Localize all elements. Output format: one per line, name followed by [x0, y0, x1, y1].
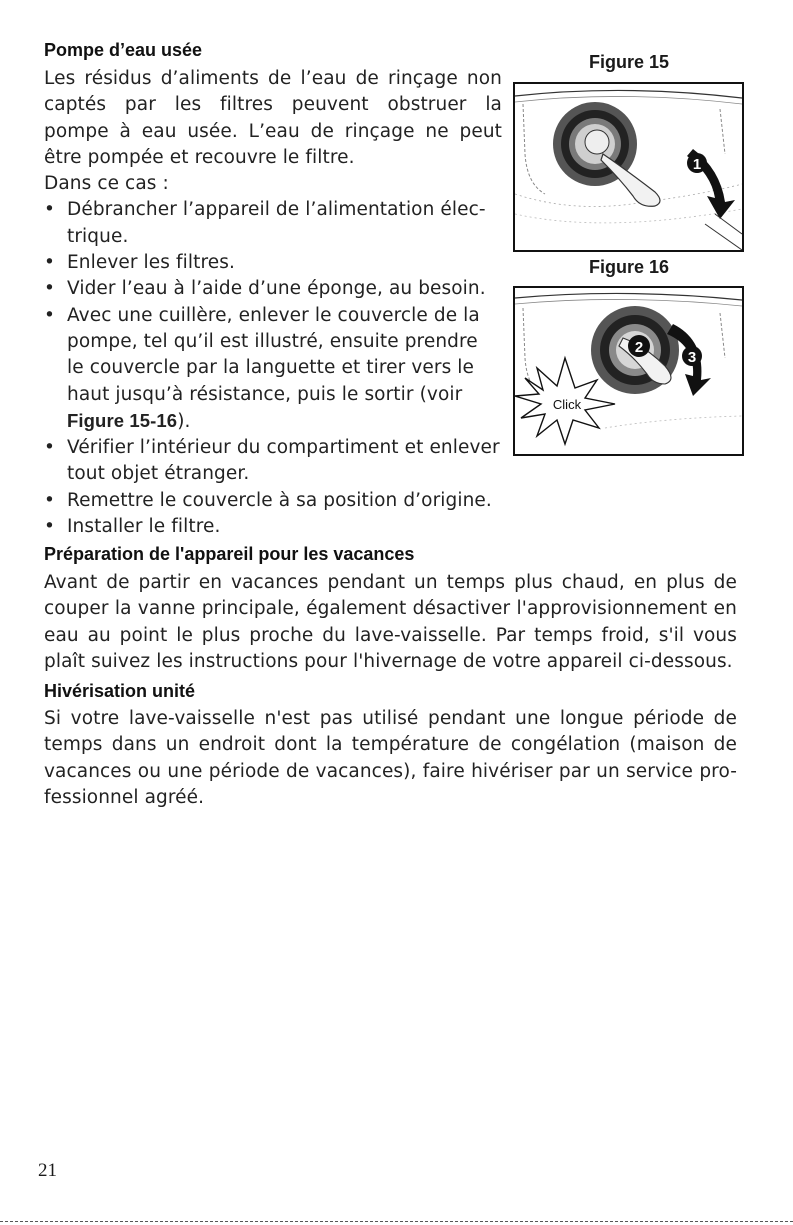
list-item — [44, 435, 502, 488]
intro-line: être pompée et recouvre le filtre. — [44, 146, 355, 168]
list-item — [44, 514, 502, 540]
list-item-text: tout objet étranger. — [67, 463, 250, 485]
paragraph-line: Avant de partir en vacances pendant un temps plus chaud, en plus de — [44, 572, 737, 593]
list-item-text: haut jusqu’à résistance, puis le sortir (voir — [67, 383, 463, 405]
list-item-text: pompe, tel qu’il est illustré, ensuite prendre — [67, 330, 478, 352]
figure-reference: Figure 15-16 — [67, 409, 178, 431]
paragraph-line: vacances ou une période de vacances), faire hivériser par un service pro- — [44, 760, 737, 782]
click-label: Click — [552, 397, 582, 412]
page-bottom-rule — [0, 1221, 793, 1222]
paragraph-line: eau au point le plus proche du lave-vaisselle. Par temps froid, s'il vous — [44, 624, 737, 646]
paragraph-line: temps dans un endroit dont la température de congélation (maison de — [44, 734, 737, 756]
list-item-text: Vérifier l’intérieur du compartiment et enlever — [67, 437, 500, 459]
paragraph-line: plaît suivez les instructions pour l'hivernage de votre appareil ci-dessous. — [44, 650, 733, 672]
step-1-label: 1 — [692, 156, 702, 173]
section-body-vacances — [44, 570, 737, 675]
list-item — [44, 276, 502, 302]
pump-cover-reinstall-diagram — [515, 288, 742, 454]
list-item — [44, 488, 502, 514]
step-3-label: 3 — [687, 349, 697, 366]
bullet-dot: • — [44, 304, 56, 326]
figure-15-caption: Figure 15 — [588, 52, 670, 72]
figure-reference-close: ). — [177, 410, 191, 432]
list-item-text: Installer le filtre. — [67, 516, 221, 538]
list-item — [44, 303, 502, 435]
section-heading-hiverisation: Hivérisation unité — [44, 681, 196, 701]
paragraph-line: Si votre lave-vaisselle n'est pas utilisé pendant une longue période de — [44, 708, 737, 729]
step-2-label: 2 — [634, 339, 644, 356]
dans-ce-cas: Dans ce cas : — [44, 173, 169, 195]
intro-line: captés par les filtres peuvent obstruer la — [44, 94, 502, 116]
section-heading-pompe: Pompe d’eau usée — [44, 40, 203, 60]
list-item-text: Remettre le couvercle à sa position d’origine. — [67, 489, 492, 511]
list-item-text: le couvercle par la languette et tirer vers le — [67, 357, 475, 379]
paragraph-line: fessionnel agréé. — [44, 786, 205, 808]
bullet-dot: • — [44, 437, 56, 459]
list-item-text: Enlever les filtres. — [67, 252, 235, 274]
list-item-text: trique. — [67, 225, 129, 247]
list-item — [44, 250, 502, 276]
intro-line: pompe à eau usée. L’eau de rinçage ne peut — [44, 120, 502, 142]
bullet-dot: • — [44, 278, 56, 300]
intro-line: Les résidus d’aliments de l’eau de rinçage non — [44, 68, 502, 89]
paragraph-line: couper la vanne principale, également désactiver l'approvisionnement en — [44, 598, 737, 620]
bullet-dot: • — [44, 516, 56, 538]
list-item-text: Avec une cuillère, enlever le couvercle de la — [67, 304, 480, 326]
page-number: 21 — [38, 1160, 57, 1181]
section-heading-vacances: Préparation de l'appareil pour les vacances — [44, 544, 415, 564]
bullet-dot: • — [44, 489, 56, 511]
list-item-text: Débrancher l’appareil de l’alimentation élec- — [67, 199, 486, 221]
bullet-dot: • — [44, 199, 56, 221]
pump-cover-removal-diagram — [515, 84, 742, 250]
figure-15-illustration — [513, 82, 744, 252]
figure-16-caption: Figure 16 — [588, 257, 670, 277]
section-body-hiverisation — [44, 706, 737, 811]
section-body-pompe — [44, 66, 502, 540]
bullet-dot: • — [44, 252, 56, 274]
list-item — [44, 197, 502, 250]
list-item-text: Vider l’eau à l’aide d’une éponge, au besoin. — [67, 278, 486, 300]
figure-16-illustration — [513, 286, 744, 456]
